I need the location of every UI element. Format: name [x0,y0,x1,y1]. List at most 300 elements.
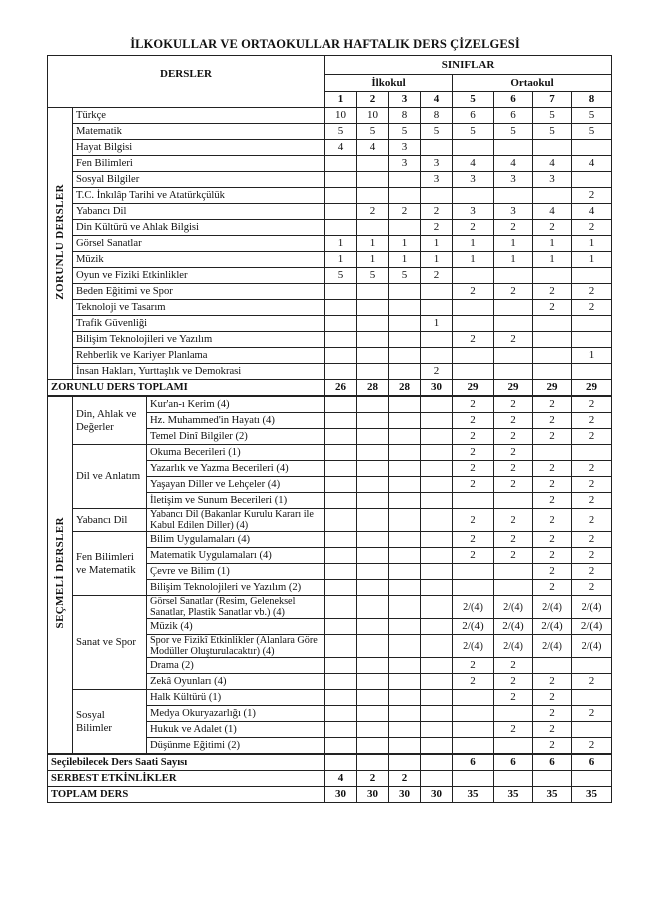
grade-3-hours: 2 [389,204,421,220]
footer-row [48,771,612,787]
course-name [147,413,325,429]
grade-4-hours [421,532,453,548]
grade-6-hours [494,580,533,596]
grade-1-hours [325,548,357,564]
grade-6-hours: 1 [494,252,533,268]
footer-grade-3: 2 [389,771,421,787]
table-row [48,690,612,706]
grade-7-hours: 2 [533,738,572,755]
grade-7-hours: 2 [533,220,572,236]
grade-6-hours: 2 [494,332,533,348]
grade-1-hours [325,461,357,477]
grade-6-hours [494,364,533,380]
course-weekly-hours: (1) [224,724,237,735]
grade-3-hours [389,532,421,548]
total-grade-8: 29 [572,380,612,397]
grade-5-hours: 2/(4) [453,596,494,619]
grade-4-hours: 2 [421,220,453,236]
course-name: Görsel Sanatlar [73,236,325,252]
grade-1-hours [325,658,357,674]
course-name [147,722,325,738]
grade-4-hours [421,674,453,690]
grade-5-hours [453,706,494,722]
grade-8-hours: 2 [572,429,612,445]
grade-3-hours [389,738,421,755]
grade-8-hours [572,172,612,188]
course-name [147,429,325,445]
grade-7-hours: 2 [533,706,572,722]
grade-7-hours: 2 [533,461,572,477]
course-weekly-hours: (1) [274,495,288,506]
footer-row [48,787,612,803]
secmeli-dersler-text: SEÇMELİ DERSLER [53,517,66,629]
grade-4-hours [421,413,453,429]
grade-4-hours [421,429,453,445]
grade-2-hours [357,532,389,548]
grade-2-hours [357,706,389,722]
grade-5-hours [453,493,494,509]
table-row [48,236,612,252]
course-name [147,690,325,706]
course-title: Yazarlık ve Yazma Becerileri [150,463,277,474]
footer-grade-4: 30 [421,787,453,803]
course-group-name: Fen Bilimleri ve Matematik [73,532,147,596]
grade-4-hours [421,300,453,316]
grade-3-hours [389,300,421,316]
grade-6-hours: 3 [494,172,533,188]
grade-8-hours: 2/(4) [572,635,612,658]
grade-6-hours: 2 [494,396,533,413]
ortaokul-header: Ortaokul [453,75,612,92]
grade-3-hours [389,477,421,493]
grade-3-hours [389,461,421,477]
course-name [147,461,325,477]
grade-7-hours [533,332,572,348]
course-weekly-hours: (2) [181,660,194,671]
table-row [48,108,612,124]
grade-5-hours: 2 [453,548,494,564]
ders-cizelgesi-table [47,55,612,803]
grade-8-hours [572,332,612,348]
grade-1-hours [325,300,357,316]
grade-2-hours [357,429,389,445]
grade-4-hours: 2 [421,204,453,220]
grade-6-hours [494,268,533,284]
grade-3-hours [389,635,421,658]
course-name: Trafik Güvenliği [73,316,325,332]
course-title: Spor ve Fizikî Etkinlikler (Alanlara Göre Modüller Oluşturulacaktır) [150,635,318,657]
grade-5-hours: 3 [453,204,494,220]
grade-4-hours: 5 [421,124,453,140]
course-group-name: Din, Ahlak ve Değerler [73,396,147,445]
course-name [147,596,325,619]
grade-3-hours [389,658,421,674]
table-row [48,124,612,140]
table-row [48,252,612,268]
grade-6-hours: 4 [494,156,533,172]
course-name: Teknoloji ve Tasarım [73,300,325,316]
header-row [48,56,612,75]
grade-7-hours: 2 [533,674,572,690]
grade-header-2: 2 [357,92,389,108]
grade-2-hours [357,722,389,738]
grade-2-hours [357,156,389,172]
grade-8-hours [572,445,612,461]
course-weekly-hours: (2) [288,582,302,593]
course-name [147,445,325,461]
grade-8-hours: 2 [572,564,612,580]
grade-4-hours [421,396,453,413]
grade-7-hours: 2/(4) [533,619,572,635]
grade-2-hours: 2 [357,204,389,220]
grade-7-hours [533,445,572,461]
grade-8-hours: 2 [572,548,612,564]
table-row [48,332,612,348]
grade-1-hours [325,738,357,755]
grade-1-hours [325,204,357,220]
grade-6-hours [494,300,533,316]
grade-4-hours [421,509,453,532]
grade-4-hours [421,348,453,364]
grade-7-hours: 5 [533,108,572,124]
footer-grade-4 [421,771,453,787]
grade-3-hours [389,722,421,738]
grade-6-hours [494,493,533,509]
table-row [48,396,612,413]
grade-6-hours [494,706,533,722]
table-row [48,445,612,461]
grade-8-hours: 2 [572,188,612,204]
course-name [147,493,325,509]
grade-4-hours [421,493,453,509]
grade-8-hours: 2 [572,580,612,596]
grade-7-hours: 2 [533,429,572,445]
course-name: Matematik [73,124,325,140]
grade-8-hours: 2 [572,300,612,316]
grade-2-hours [357,332,389,348]
course-group-name: Sosyal Bilimler [73,690,147,755]
grade-3-hours: 3 [389,156,421,172]
course-name [147,477,325,493]
course-name [147,396,325,413]
grade-3-hours [389,220,421,236]
grade-8-hours [572,722,612,738]
grade-5-hours [453,140,494,156]
zorunlu-dersler-text: ZORUNLU DERSLER [53,183,66,300]
grade-3-hours [389,706,421,722]
grade-1-hours: 5 [325,268,357,284]
grade-5-hours: 1 [453,252,494,268]
grade-6-hours: 5 [494,124,533,140]
page-title: İLKOKULLAR VE ORTAOKULLAR HAFTALIK DERS ÇİZELGESİ [130,37,520,51]
grade-header-6: 6 [494,92,533,108]
table-row [48,300,612,316]
grade-6-hours: 2 [494,220,533,236]
grade-6-hours: 2 [494,690,533,706]
footer-label: Seçilebilecek Ders Saati Sayısı [48,754,325,771]
course-name [147,548,325,564]
grade-5-hours: 2 [453,220,494,236]
table-row [48,204,612,220]
course-title: Halk Kültürü [150,692,209,703]
grade-5-hours: 2 [453,396,494,413]
grade-4-hours [421,690,453,706]
grade-2-hours [357,445,389,461]
grade-5-hours: 5 [453,124,494,140]
grade-2-hours: 10 [357,108,389,124]
grade-6-hours: 2/(4) [494,619,533,635]
grade-8-hours: 2 [572,674,612,690]
footer-label: SERBEST ETKİNLİKLER [48,771,325,787]
grade-5-hours: 2 [453,658,494,674]
grade-1-hours [325,580,357,596]
grade-4-hours: 3 [421,172,453,188]
grade-1-hours [325,493,357,509]
course-group-name: Yabancı Dil [73,509,147,532]
grade-3-hours [389,413,421,429]
grade-3-hours [389,332,421,348]
course-weekly-hours: (1) [243,708,256,719]
grade-4-hours: 2 [421,268,453,284]
grade-1-hours [325,188,357,204]
course-weekly-hours: (2) [227,740,241,751]
footer-grade-2: 30 [357,787,389,803]
course-title: Drama [150,660,182,671]
course-name: Hayat Bilgisi [73,140,325,156]
grade-4-hours [421,140,453,156]
table-row [48,509,612,532]
grade-3-hours: 5 [389,268,421,284]
grade-5-hours [453,564,494,580]
grade-5-hours [453,738,494,755]
grade-4-hours: 8 [421,108,453,124]
table-row [48,532,612,548]
grade-7-hours: 2 [533,722,572,738]
grade-7-hours [533,658,572,674]
zorunlu-total-label: ZORUNLU DERS TOPLAMI [48,380,325,397]
grade-5-hours [453,316,494,332]
grade-5-hours: 4 [453,156,494,172]
grade-4-hours [421,635,453,658]
grade-8-hours: 2 [572,413,612,429]
course-weekly-hours: (4) [272,607,285,618]
grade-7-hours: 1 [533,252,572,268]
course-weekly-hours: (4) [262,646,275,657]
course-title: Düşünme Eğitimi [150,740,228,751]
course-weekly-hours: (4) [217,399,230,410]
grade-4-hours [421,580,453,596]
grade-3-hours [389,172,421,188]
grade-3-hours [389,674,421,690]
course-weekly-hours: (4) [214,676,227,687]
table-row [48,172,612,188]
grade-3-hours [389,548,421,564]
course-title: Medya Okuryazarlığı [150,708,244,719]
grade-5-hours [453,690,494,706]
grade-4-hours [421,548,453,564]
table-row [48,156,612,172]
course-name: Fen Bilimleri [73,156,325,172]
grade-2-hours [357,674,389,690]
course-name: Türkçe [73,108,325,124]
grade-5-hours: 2/(4) [453,635,494,658]
grade-5-hours: 2/(4) [453,619,494,635]
grade-3-hours [389,690,421,706]
grade-8-hours: 2 [572,396,612,413]
grade-7-hours: 3 [533,172,572,188]
grade-2-hours [357,619,389,635]
grade-1-hours [325,509,357,532]
grade-6-hours: 6 [494,108,533,124]
total-grade-3: 28 [389,380,421,397]
course-name: Oyun ve Fiziki Etkinlikler [73,268,325,284]
grade-2-hours [357,300,389,316]
grade-7-hours: 2 [533,413,572,429]
grade-3-hours [389,564,421,580]
grade-8-hours: 2/(4) [572,619,612,635]
grade-8-hours: 2 [572,532,612,548]
grade-3-hours: 1 [389,236,421,252]
footer-grade-2 [357,754,389,771]
grade-3-hours: 1 [389,252,421,268]
grade-1-hours [325,564,357,580]
grade-8-hours: 2 [572,220,612,236]
grade-3-hours [389,396,421,413]
course-weekly-hours: (1) [217,566,230,577]
footer-grade-1: 30 [325,787,357,803]
total-grade-4: 30 [421,380,453,397]
grade-5-hours: 2 [453,477,494,493]
table-row [48,284,612,300]
grade-2-hours [357,172,389,188]
course-title: Çevre ve Bilim [150,566,218,577]
grade-5-hours [453,348,494,364]
grade-2-hours [357,461,389,477]
grade-header-8: 8 [572,92,612,108]
grade-3-hours [389,348,421,364]
course-title: Okuma Becerileri [150,447,229,458]
grade-8-hours: 2 [572,284,612,300]
grade-7-hours: 4 [533,204,572,220]
grade-6-hours: 2 [494,658,533,674]
grade-6-hours: 2/(4) [494,596,533,619]
grade-7-hours: 2 [533,548,572,564]
course-name: Rehberlik ve Kariyer Planlama [73,348,325,364]
grade-3-hours [389,445,421,461]
dersler-header: DERSLER [48,56,325,108]
grade-6-hours: 2 [494,445,533,461]
course-weekly-hours: (4) [262,415,275,426]
grade-3-hours [389,493,421,509]
grade-2-hours [357,690,389,706]
grade-1-hours [325,364,357,380]
grade-3-hours [389,509,421,532]
grade-2-hours [357,548,389,564]
grade-8-hours: 1 [572,236,612,252]
table-row [48,140,612,156]
grade-6-hours: 2 [494,477,533,493]
grade-8-hours: 2 [572,706,612,722]
grade-5-hours: 1 [453,236,494,252]
course-group-name: Sanat ve Spor [73,596,147,690]
grade-4-hours [421,596,453,619]
grade-5-hours: 6 [453,108,494,124]
course-title: Kur'an-ı Kerim [150,399,218,410]
grade-1-hours [325,413,357,429]
total-grade-2: 28 [357,380,389,397]
grade-8-hours: 2/(4) [572,596,612,619]
grade-2-hours: 1 [357,252,389,268]
course-title: Zekâ Oyunları [150,676,215,687]
grade-6-hours: 2 [494,461,533,477]
footer-grade-5 [453,771,494,787]
grade-1-hours [325,396,357,413]
grade-6-hours: 2/(4) [494,635,533,658]
grade-2-hours [357,284,389,300]
course-name: Bilişim Teknolojileri ve Yazılım [73,332,325,348]
grade-3-hours [389,316,421,332]
grade-8-hours: 5 [572,108,612,124]
footer-grade-8: 6 [572,754,612,771]
grade-2-hours [357,635,389,658]
grade-8-hours [572,690,612,706]
grade-1-hours [325,722,357,738]
grade-6-hours [494,738,533,755]
grade-1-hours [325,445,357,461]
grade-7-hours: 2 [533,690,572,706]
course-name: Sosyal Bilgiler [73,172,325,188]
course-name [147,564,325,580]
grade-5-hours: 2 [453,413,494,429]
course-title: Hukuk ve Adalet [150,724,225,735]
siniflar-header: SINIFLAR [325,56,612,75]
table-row [48,596,612,619]
grade-6-hours: 2 [494,429,533,445]
grade-header-5: 5 [453,92,494,108]
grade-1-hours [325,477,357,493]
grade-8-hours: 2 [572,509,612,532]
grade-3-hours [389,619,421,635]
grade-4-hours [421,445,453,461]
grade-4-hours: 2 [421,364,453,380]
grade-4-hours [421,284,453,300]
grade-3-hours [389,364,421,380]
course-title: Bilişim Teknolojileri ve Yazılım [150,582,289,593]
total-grade-6: 29 [494,380,533,397]
grade-4-hours: 1 [421,236,453,252]
table-row [48,364,612,380]
grade-5-hours: 2 [453,332,494,348]
grade-6-hours: 1 [494,236,533,252]
grade-3-hours [389,596,421,619]
footer-grade-6: 6 [494,754,533,771]
grade-8-hours: 1 [572,348,612,364]
grade-2-hours [357,188,389,204]
grade-5-hours: 2 [453,445,494,461]
total-grade-5: 29 [453,380,494,397]
course-title: Görsel Sanatlar (Resim, Geleneksel Sanatlar, Plastik Sanatlar vb.) [150,596,296,618]
grade-6-hours: 2 [494,284,533,300]
grade-8-hours [572,268,612,284]
course-title: Temel Dinî Bilgiler [150,431,236,442]
grade-1-hours: 1 [325,236,357,252]
grade-8-hours [572,364,612,380]
grade-8-hours: 1 [572,252,612,268]
grade-header-7: 7 [533,92,572,108]
footer-grade-8 [572,771,612,787]
grade-1-hours [325,596,357,619]
grade-5-hours: 2 [453,674,494,690]
